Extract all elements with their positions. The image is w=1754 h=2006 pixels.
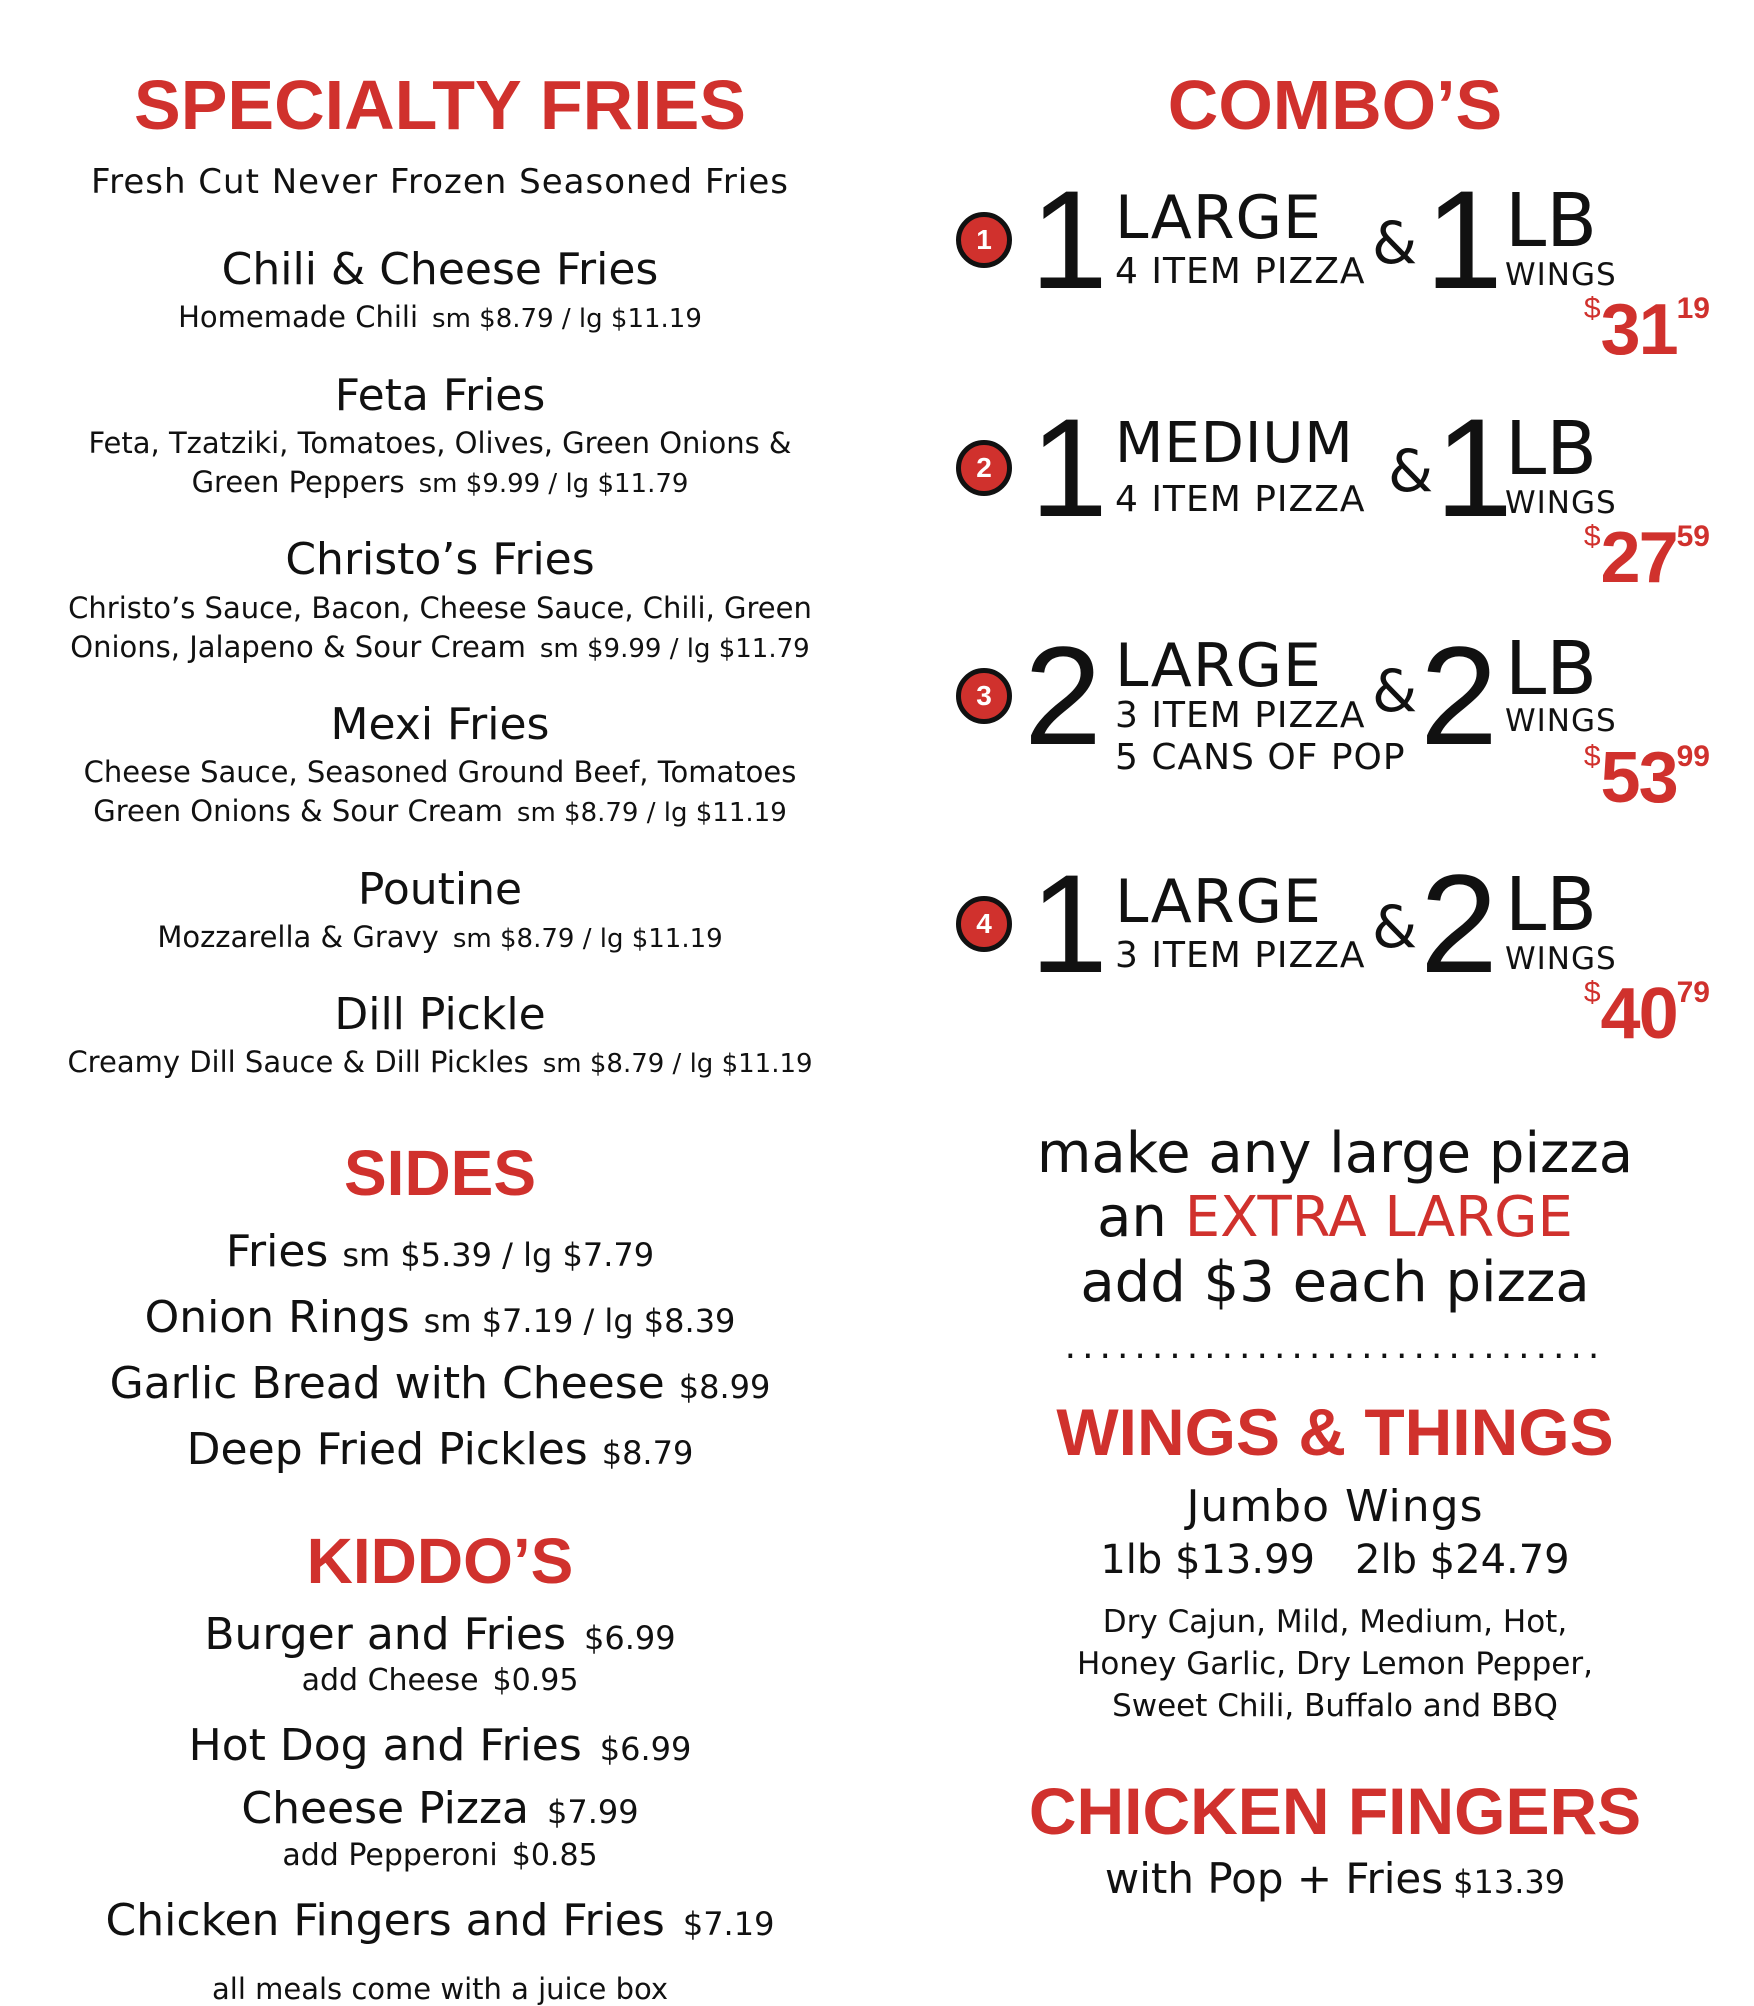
price-dollars: 31	[1600, 290, 1677, 370]
item-name: Onion Rings	[144, 1291, 410, 1343]
combo-lb-qty: 1	[1425, 161, 1503, 318]
item-price: sm $8.79 / lg $11.19	[542, 1049, 813, 1080]
menu-item-poutine	[30, 863, 850, 958]
menu-item-christos-fries	[30, 536, 850, 667]
item-price: $6.99	[599, 1730, 692, 1769]
item-name: Cheese Pizza	[241, 1783, 530, 1835]
price-currency: $	[1583, 520, 1601, 553]
promo-highlight: EXTRA LARGE	[1184, 1185, 1573, 1251]
combo-number-badge: 1	[956, 212, 1012, 268]
sides-list	[30, 1219, 850, 1483]
item-name: Burger and Fries	[204, 1608, 567, 1660]
menu-item-dill-pickle	[30, 991, 850, 1083]
item-price: sm $9.99 / lg $11.79	[539, 633, 810, 664]
cf-price: $13.39	[1453, 1862, 1566, 1901]
specialty-fries-title: SPECIALTY FRIES	[134, 66, 746, 144]
combo-price	[1583, 974, 1710, 1054]
wing-flavors	[940, 1602, 1730, 1728]
combo-size: LARGE	[1115, 631, 1322, 701]
combo-price	[1583, 290, 1710, 370]
menu-item-mexi-fries	[30, 698, 850, 832]
price-cents: 19	[1676, 292, 1710, 325]
wings-price-2lb: 2lb $24.79	[1355, 1536, 1570, 1583]
combo-amp: &	[1372, 893, 1418, 961]
kiddos-title: KIDDO’S	[306, 1524, 574, 1597]
combo-qty: 2	[1024, 617, 1102, 774]
combo-wings: WINGS	[1505, 257, 1617, 293]
combos-list	[940, 161, 1730, 1082]
sides-section	[30, 1136, 850, 1483]
item-name: Chili & Cheese Fries	[221, 244, 659, 295]
kid-addon-pepperoni	[30, 1836, 850, 1875]
chicken-fingers-subtitle	[940, 1854, 1730, 1903]
item-name: Garlic Bread with Cheese	[109, 1357, 665, 1409]
item-price: $8.99	[678, 1367, 771, 1406]
combo-desc-line: 3 ITEM PIZZA	[1115, 695, 1366, 736]
combo-desc: 4 ITEM PIZZA	[1115, 479, 1366, 520]
combo-number-badge: 3	[956, 668, 1012, 724]
combo-wings: WINGS	[1505, 941, 1617, 977]
jumbo-wings-label: Jumbo Wings	[1186, 1481, 1484, 1533]
promo-line: add $3 each pizza	[1080, 1249, 1590, 1315]
left-column	[30, 66, 850, 2006]
item-price: sm $7.19 / lg $8.39	[423, 1301, 736, 1340]
kid-item-hot-dog	[30, 1720, 850, 1773]
combos-title: COMBO’S	[1167, 66, 1503, 144]
desc-line: Cheese Sauce, Seasoned Ground Beef, Tomatoes	[83, 755, 797, 790]
kiddos-list	[30, 1609, 850, 1948]
addon-name: add Cheese	[301, 1663, 479, 1699]
combo-2	[940, 389, 1730, 626]
combo-qty: 1	[1030, 845, 1108, 1002]
combo-amp: &	[1388, 437, 1434, 505]
promo-line	[940, 1186, 1730, 1250]
combo-desc: 4 ITEM PIZZA	[1115, 251, 1366, 292]
extra-large-promo	[940, 1122, 1730, 1315]
price-dollars: 40	[1600, 974, 1677, 1054]
item-price: $8.79	[601, 1433, 694, 1472]
specialty-fries-subtitle: Fresh Cut Never Frozen Seasoned Fries	[91, 162, 789, 202]
menu-item-chili-cheese-fries	[30, 246, 850, 338]
kid-addon-cheese	[30, 1661, 850, 1700]
combo-price	[1583, 738, 1710, 818]
price-currency: $	[1583, 740, 1601, 773]
item-desc	[30, 424, 850, 502]
dotted-divider: ...............................	[1064, 1326, 1606, 1368]
combo-4	[940, 845, 1730, 1082]
kiddos-note: all meals come with a juice box	[212, 1971, 668, 2006]
combo-qty: 1	[1030, 389, 1108, 546]
item-name: Christo’s Fries	[285, 534, 595, 586]
flavor-line: Sweet Chili, Buffalo and BBQ	[1112, 1687, 1558, 1724]
combo-size: LARGE	[1115, 867, 1322, 937]
combo-qty: 1	[1030, 161, 1108, 318]
item-price: sm $8.79 / lg $11.19	[516, 798, 787, 829]
price-cents: 59	[1676, 520, 1710, 553]
combo-wings: WINGS	[1505, 703, 1617, 739]
desc-line: Green Peppers	[191, 465, 405, 500]
side-item-deep-fried-pickles	[30, 1417, 850, 1483]
sides-title: SIDES	[343, 1136, 537, 1209]
item-name: Mexi Fries	[330, 698, 550, 750]
combo-lb-qty: 2	[1420, 617, 1498, 774]
kid-item-burger	[30, 1609, 850, 1662]
addon-name: add Pepperoni	[282, 1838, 498, 1873]
item-name: Feta Fries	[334, 369, 546, 421]
kid-item-chicken-fingers	[30, 1895, 850, 1948]
cf-desc: with Pop + Fries	[1104, 1853, 1444, 1903]
desc-line-with-price	[30, 628, 850, 667]
item-name: Hot Dog and Fries	[188, 1720, 582, 1772]
combo-size: LARGE	[1115, 183, 1322, 253]
item-price: $6.99	[584, 1618, 676, 1657]
item-desc	[30, 753, 850, 831]
kid-item-cheese-pizza	[30, 1783, 850, 1836]
side-item-fries	[30, 1219, 850, 1285]
item-price: $7.99	[547, 1793, 639, 1832]
price-currency: $	[1583, 292, 1601, 325]
desc-line: Christo’s Sauce, Bacon, Cheese Sauce, Chili, Green	[68, 590, 812, 625]
item-price: sm $8.79 / lg $11.19	[452, 923, 723, 954]
combo-lb: LB	[1505, 862, 1597, 948]
desc-line: Homemade Chili	[178, 300, 419, 335]
item-desc	[30, 589, 850, 667]
price-cents: 99	[1676, 740, 1710, 773]
item-price: sm $5.39 / lg $7.79	[342, 1235, 655, 1274]
combo-lb-qty: 2	[1420, 845, 1498, 1002]
combo-size: MEDIUM	[1115, 411, 1354, 476]
item-desc	[30, 298, 850, 337]
kiddos-section	[30, 1524, 850, 2006]
combo-lb: LB	[1505, 626, 1597, 712]
combo-desc-line: 5 CANS OF POP	[1115, 737, 1406, 778]
desc-line: Feta, Tzatziki, Tomatoes, Olives, Green Onions &	[88, 425, 792, 460]
combo-wings: WINGS	[1505, 485, 1617, 521]
item-price: sm $9.99 / lg $11.79	[418, 469, 689, 500]
item-name: Deep Fried Pickles	[186, 1423, 588, 1475]
chicken-fingers-title: CHICKEN FINGERS	[1028, 1773, 1642, 1848]
item-price: $7.19	[682, 1905, 775, 1943]
item-desc	[30, 1043, 850, 1082]
desc-line: Creamy Dill Sauce & Dill Pickles	[67, 1045, 529, 1080]
promo-line: make any large pizza	[1036, 1121, 1634, 1186]
price-currency: $	[1583, 976, 1601, 1009]
addon-price: $0.95	[492, 1663, 579, 1699]
item-name: Dill Pickle	[334, 989, 546, 1041]
item-desc	[30, 918, 850, 957]
price-cents: 79	[1676, 976, 1710, 1009]
side-item-onion-rings	[30, 1285, 850, 1351]
combo-amp: &	[1372, 209, 1418, 277]
combo-1	[940, 161, 1730, 398]
combo-price	[1583, 518, 1710, 598]
jumbo-wings-prices	[940, 1534, 1730, 1586]
desc-line-with-price	[30, 463, 850, 502]
desc-line: Mozzarella & Gravy	[157, 919, 439, 954]
price-dollars: 53	[1600, 738, 1677, 818]
combo-lb: LB	[1505, 178, 1597, 264]
promo-prefix: an	[1097, 1185, 1185, 1251]
price-dollars: 27	[1600, 518, 1677, 598]
combo-desc: 3 ITEM PIZZA	[1115, 935, 1366, 976]
flavor-line: Dry Cajun, Mild, Medium, Hot,	[1102, 1603, 1568, 1640]
combo-lb: LB	[1505, 406, 1597, 492]
desc-line-with-price	[30, 792, 850, 831]
right-column	[940, 66, 1730, 1903]
wings-things-title: WINGS & THINGS	[1056, 1395, 1614, 1470]
addon-price: $0.85	[511, 1838, 598, 1873]
combo-amp: &	[1372, 657, 1418, 725]
item-name: Poutine	[357, 863, 523, 915]
wings-price-1lb: 1lb $13.99	[1100, 1536, 1315, 1583]
item-price: sm $8.79 / lg $11.19	[432, 304, 702, 335]
desc-line: Green Onions & Sour Cream	[93, 794, 503, 829]
combo-lb-qty: 1	[1435, 389, 1513, 546]
combo-number-badge: 2	[956, 440, 1012, 496]
flavor-line: Honey Garlic, Dry Lemon Pepper,	[1077, 1645, 1593, 1682]
item-name: Fries	[225, 1225, 329, 1277]
specialty-fries-list	[30, 246, 850, 1083]
menu-item-feta-fries	[30, 369, 850, 503]
combo-3	[940, 617, 1730, 854]
desc-line: Onions, Jalapeno & Sour Cream	[70, 629, 526, 664]
combo-number-badge: 4	[956, 896, 1012, 952]
item-name: Chicken Fingers and Fries	[105, 1895, 665, 1946]
side-item-garlic-bread	[30, 1351, 850, 1417]
